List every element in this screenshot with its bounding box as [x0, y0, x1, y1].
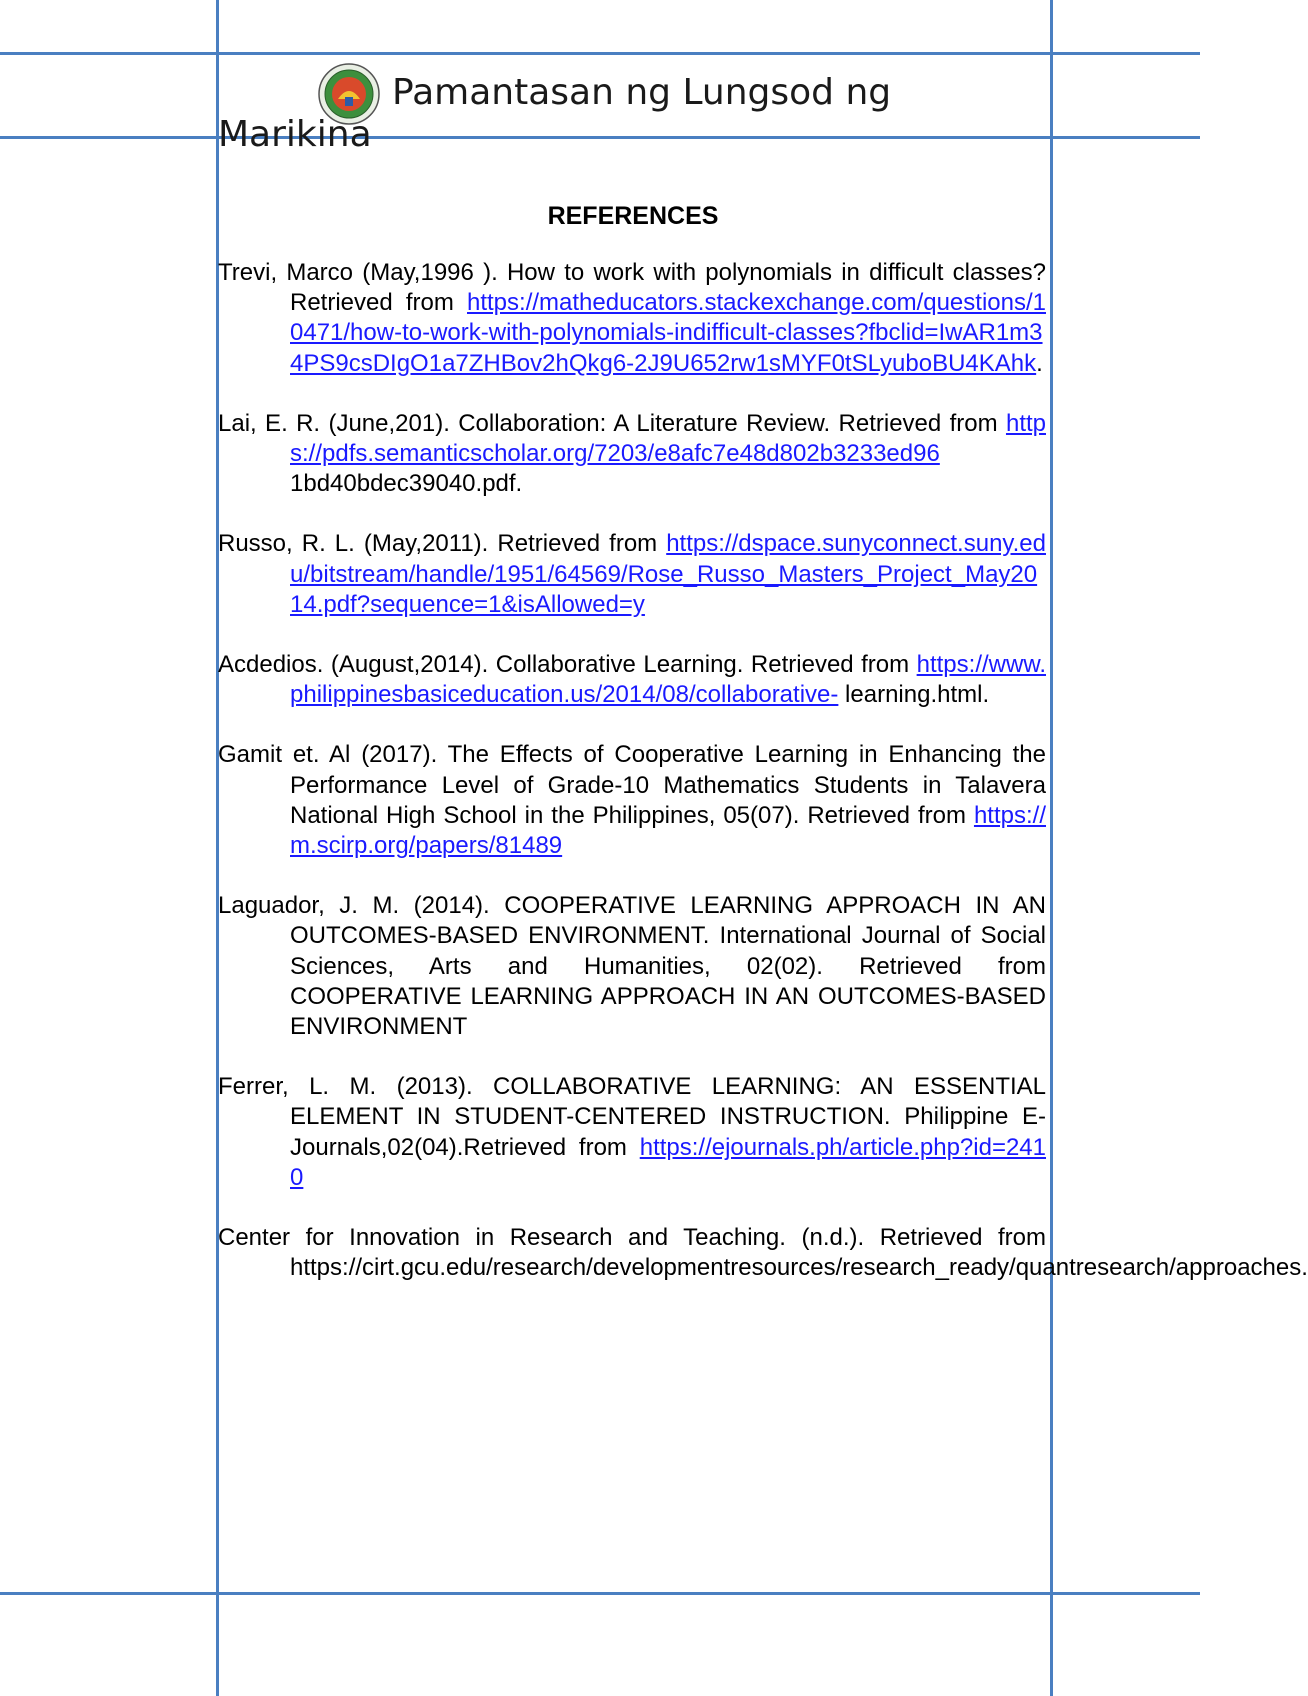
reference-text: Laguador, J. M. (2014). COOPERATIVE LEARNING APPROACH IN AN OUTCOMES-BASED ENVIRONMENT. International Journal of Social Sciences, Arts and Humanities, 02(02). Retrieved from COOPERATIVE LEARNING APPROACH IN AN OUTCOMES-BASED ENVIRONMENT — [218, 892, 1046, 1041]
reference-link[interactable]: https://m.scirp.org/papers/81489 — [290, 801, 1046, 860]
header-institution-name: Pamantasan ng Lungsod ng — [392, 72, 892, 113]
reference-text: Acdedios. (August,2014). Collaborative Learning. Retrieved from — [218, 651, 917, 679]
reference-item — [218, 529, 1046, 620]
guide-line-right — [1050, 0, 1053, 1696]
header-institution-city: Marikina — [218, 114, 372, 155]
reference-link[interactable]: https://www.philippinesbasiceducation.us/2014/08/collaborative- — [290, 651, 1046, 709]
reference-text: Ferrer, L. M. (2013). COLLABORATIVE LEARNING: AN ESSENTIAL ELEMENT IN STUDENT-CENTERED INSTRUCTION. Philippine E-Journals,02(04).Retrieved from — [218, 1073, 1046, 1161]
guide-line-top — [0, 52, 1200, 55]
guide-line-header — [0, 136, 1200, 139]
reference-text: Center for Innovation in Research and Teaching. (n.d.). Retrieved from https://cirt.gcu.edu/research/developmentresources/research_ready/quantresearch/approaches. — [218, 1224, 1308, 1282]
reference-link[interactable]: https://pdfs.semanticscholar.org/7203/e8afc7e48d802b3233ed96 — [290, 409, 1046, 468]
reference-text-after: . — [1036, 349, 1043, 377]
reference-text: Trevi, Marco (May,1996 ). How to work with polynomials in difficult classes? Retrieved from — [218, 259, 1046, 317]
reference-item — [218, 740, 1046, 861]
page-title: REFERENCES — [547, 202, 719, 230]
reference-item — [218, 1223, 1308, 1283]
guide-line-bottom — [0, 1592, 1200, 1595]
reference-list — [218, 258, 1308, 1313]
reference-item — [218, 650, 1046, 710]
reference-item — [218, 1072, 1046, 1193]
reference-item — [218, 258, 1046, 379]
reference-text: Gamit et. Al (2017). The Effects of Cooperative Learning in Enhancing the Performance Level of Grade-10 Mathematics Students in Talavera National High School in the Philippines, 05(07). Retrieved from — [218, 741, 1046, 829]
reference-item — [218, 409, 1046, 500]
reference-text: Lai, E. R. (June,201). Collaboration: A Literature Review. Retrieved from — [218, 409, 1006, 437]
reference-text-after: learning.html. — [845, 681, 990, 709]
reference-link[interactable]: https://ejournals.ph/article.php?id=2410 — [290, 1133, 1046, 1191]
reference-link[interactable]: https://dspace.sunyconnect.suny.edu/bitstream/handle/1951/64569/Rose_Russo_Masters_Project_May2014.pdf?sequence=1&isAllowed=y — [290, 530, 1046, 618]
reference-link[interactable]: https://matheducators.stackexchange.com/questions/10471/how-to-work-with-polynomials-indifficult-classes?fbclid=IwAR1m34PS9csDIgO1a7ZHBov2hQkg6-2J9U652rw1sMYF0tSLyuboBU4KAhk — [290, 289, 1046, 377]
reference-item — [218, 891, 1046, 1042]
reference-text: Russo, R. L. (May,2011). Retrieved from — [218, 530, 667, 558]
reference-text-after: 1bd40bdec39040.pdf. — [290, 470, 523, 498]
